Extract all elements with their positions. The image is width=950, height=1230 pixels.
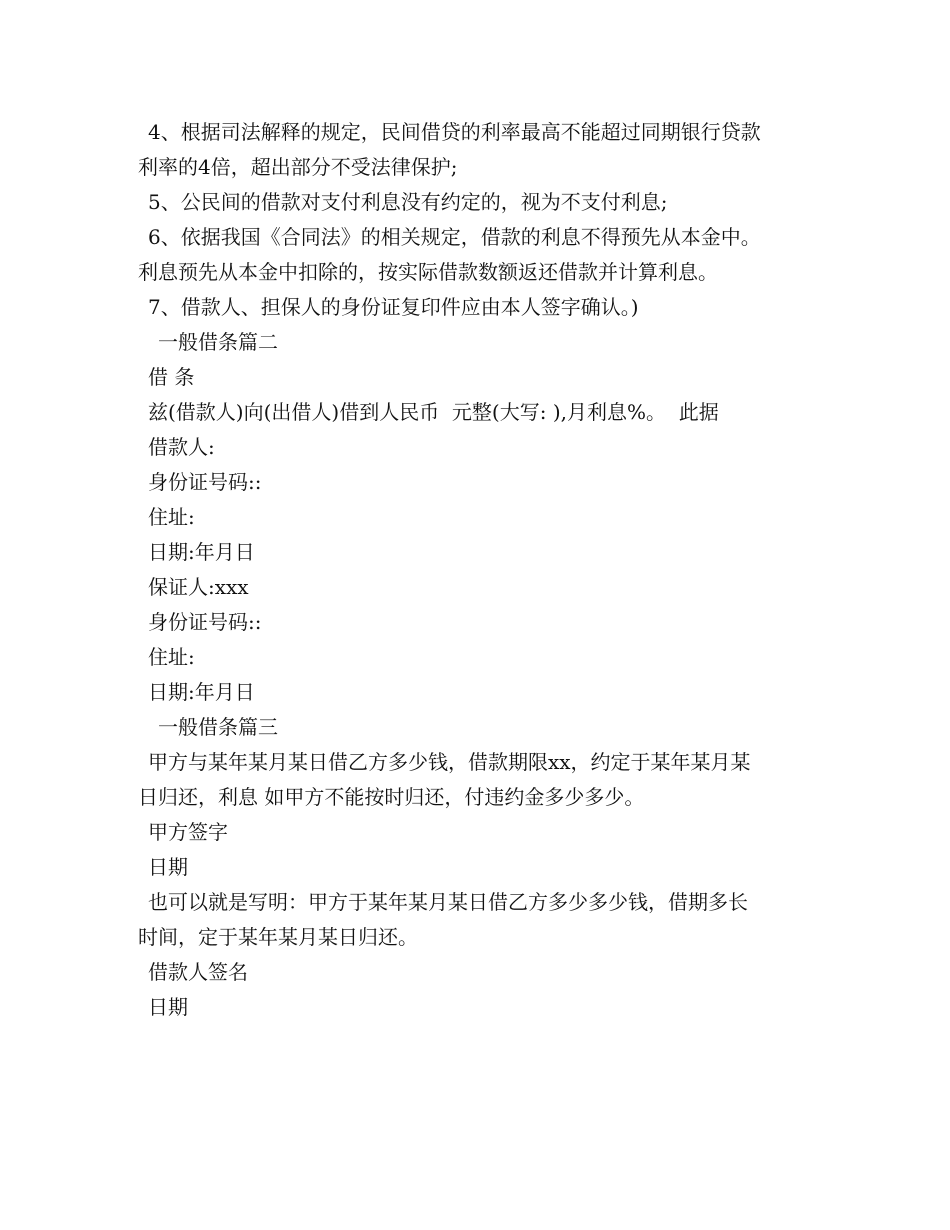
field-label-id-number: 身份证号码:: [148,470,262,494]
field-label-date: 日期 [148,855,188,879]
section-heading: 一般借条篇二 [158,330,278,354]
text-line: 也可以就是写明：甲方于某年某月某日借乙方多少多少钱，借期多长 [148,890,748,914]
document-title: 借 条 [148,365,195,389]
text-line: 7、借款人、担保人的身份证复印件应由本人签字确认。) [148,295,639,319]
field-label-id-number: 身份证号码:: [148,610,262,634]
field-label-date: 日期:年月日 [148,680,255,704]
field-label-address: 住址: [148,505,195,529]
field-label-party-a-signature: 甲方签字 [148,820,228,844]
text-line: 时间，定于某年某月某日归还。 [138,925,418,949]
text-line: 利率的4倍，超出部分不受法律保护; [138,155,458,179]
text-line: 4、根据司法解释的规定，民间借贷的利率最高不能超过同期银行贷款 [148,120,761,144]
section-heading: 一般借条篇三 [158,715,278,739]
field-label-date: 日期:年月日 [148,540,255,564]
field-label-borrower: 借款人: [148,435,215,459]
field-label-address: 住址: [148,645,195,669]
field-label-guarantor: 保证人:xxx [148,575,249,599]
text-line: 利息预先从本金中扣除的，按实际借款数额返还借款并计算利息。 [138,260,718,284]
document-body [138,115,818,1025]
field-label-date: 日期 [148,995,188,1019]
text-line: 兹(借款人)向(出借人)借到人民币 元整(大写: ),月利息%。 此据 [148,400,719,424]
text-line: 5、公民间的借款对支付利息没有约定的，视为不支付利息; [148,190,668,214]
text-line: 甲方与某年某月某日借乙方多少钱，借款期限xx，约定于某年某月某 [148,750,751,774]
text-line: 6、依据我国《合同法》的相关规定，借款的利息不得预先从本金中。 [148,225,761,249]
text-line: 日归还，利息 如甲方不能按时归还，付违约金多少多少。 [138,785,645,809]
field-label-borrower-signature: 借款人签名 [148,960,248,984]
